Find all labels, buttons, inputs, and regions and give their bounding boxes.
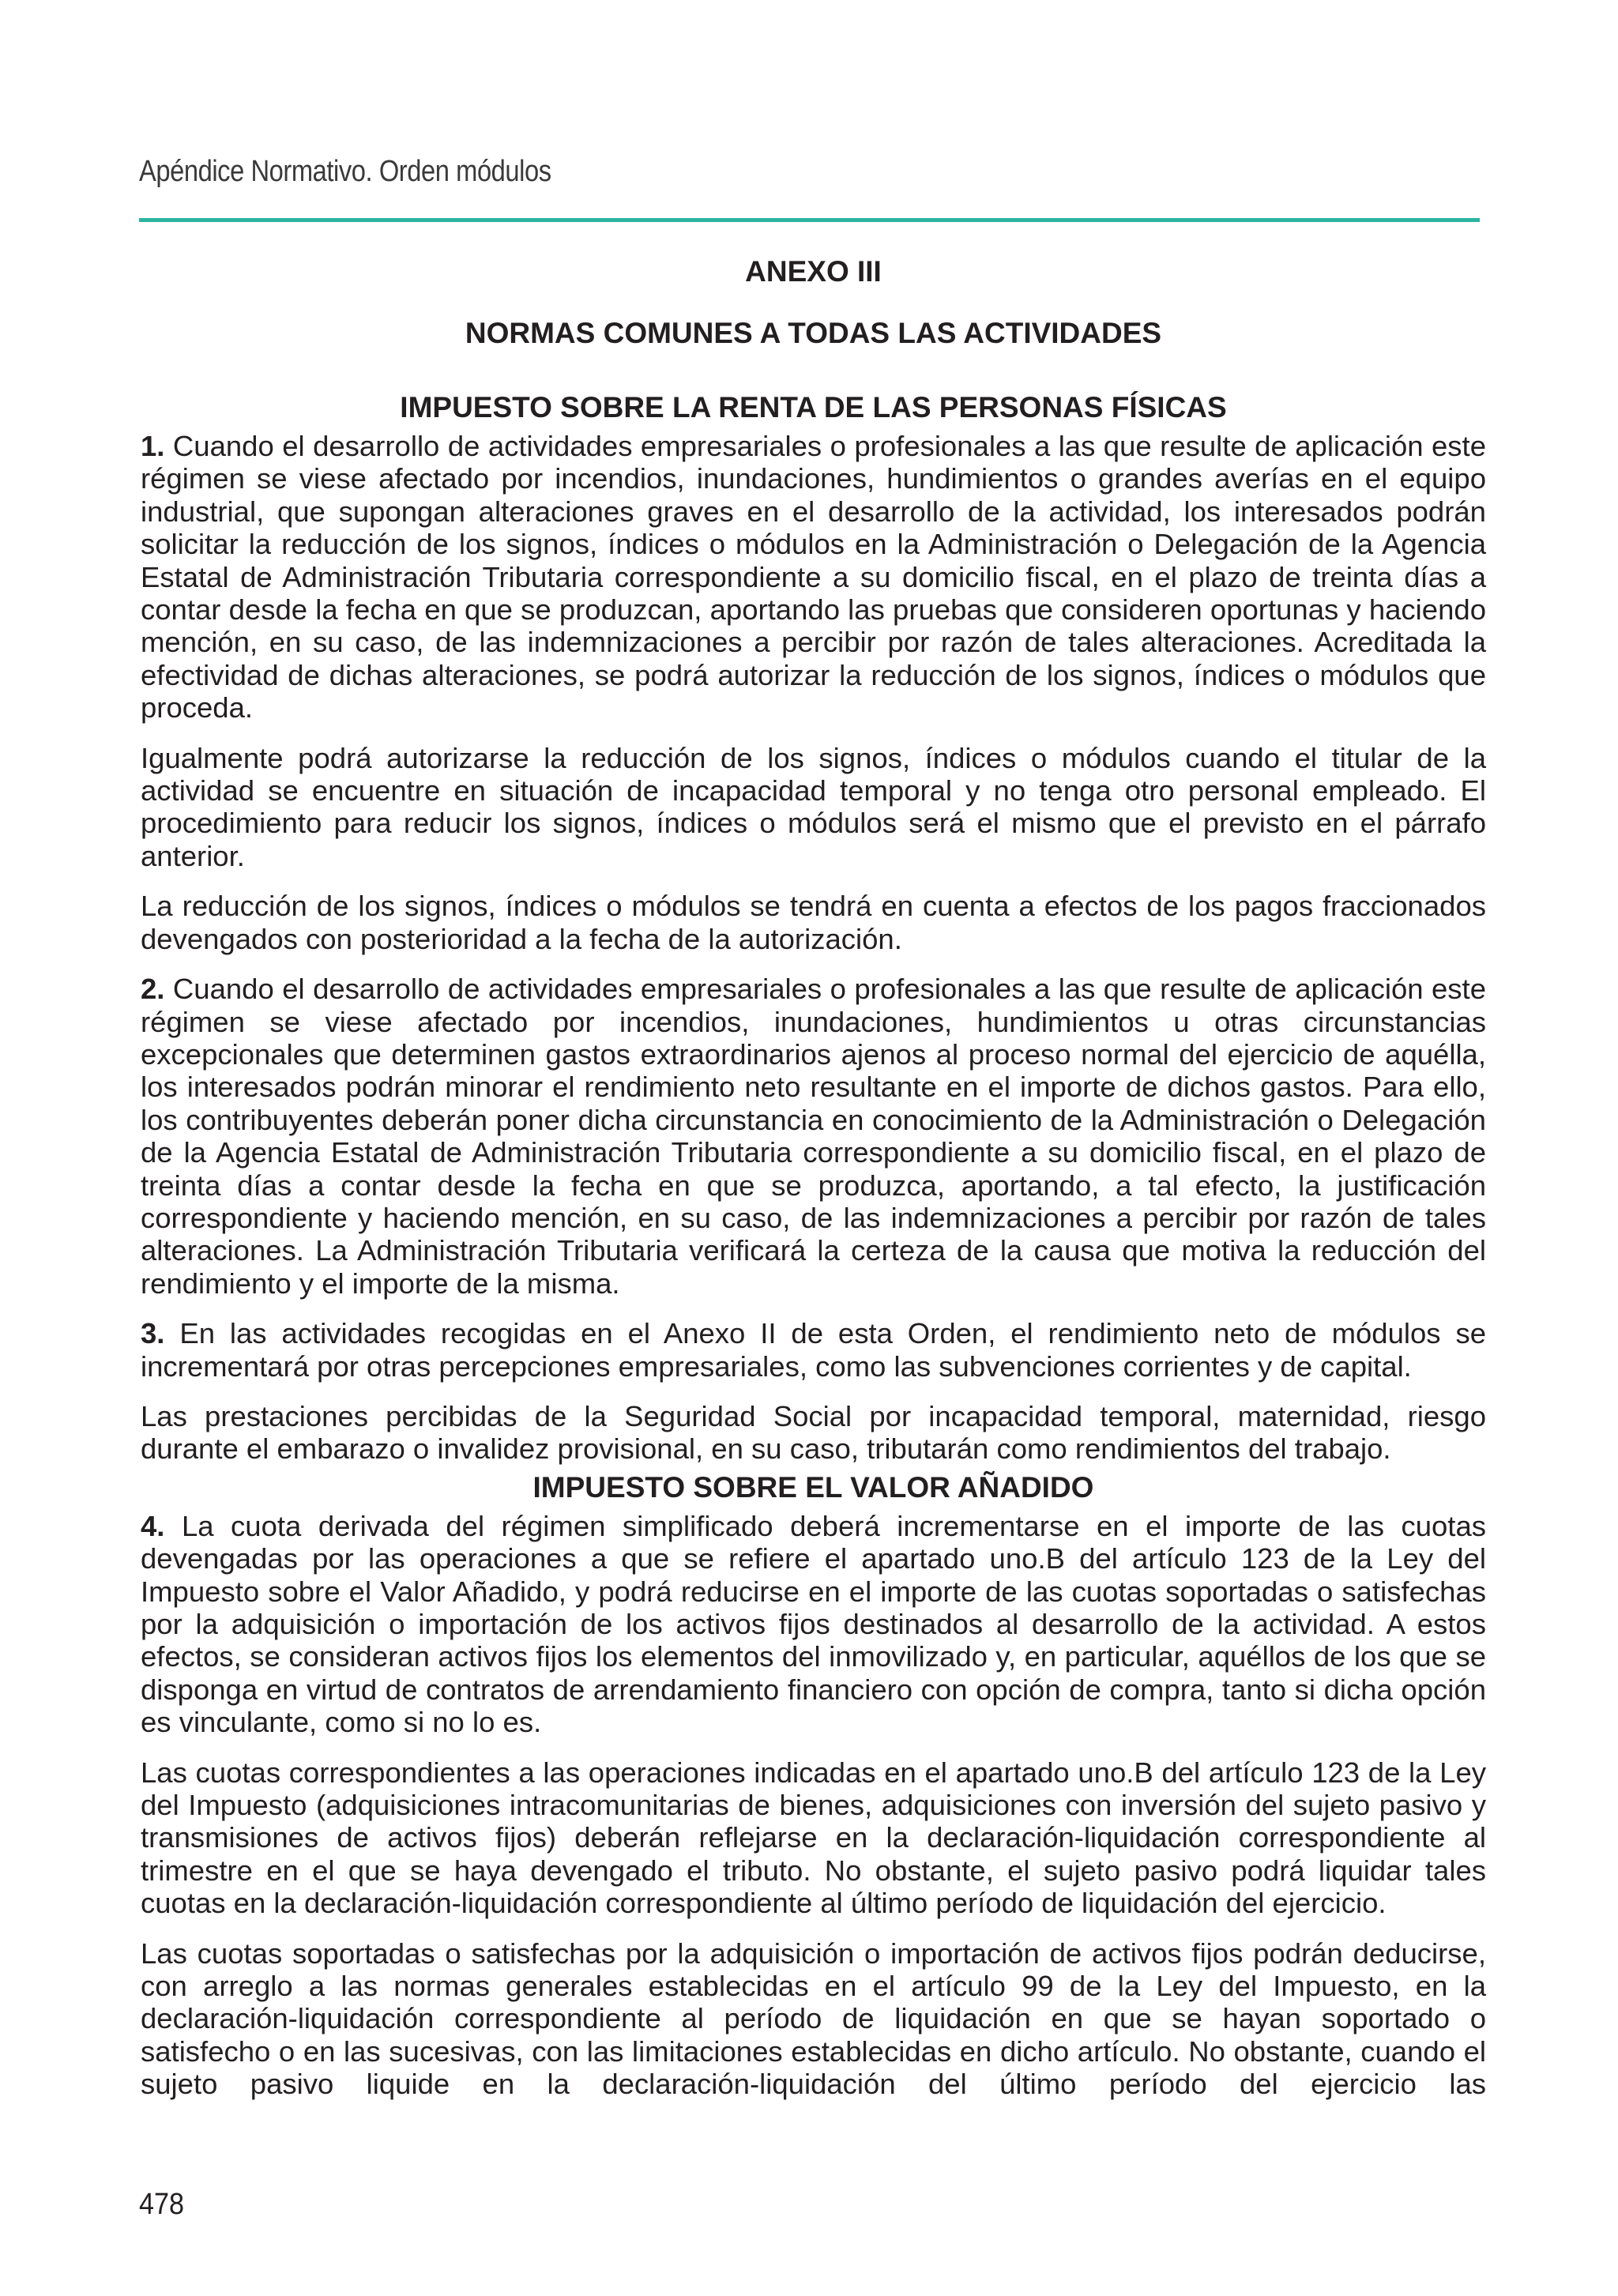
irpf-heading: IMPUESTO SOBRE LA RENTA DE LAS PERSONAS FÍSICAS bbox=[400, 391, 1227, 423]
paragraph-text: Las cuotas correspondientes a las operaciones indicadas en el apartado uno.B del artículo 123 de la Ley del Impuesto (adquisiciones intracomunitarias de bienes, adquisiciones con inversión del sujeto pasivo y transmisiones de activos fijos) deberán reflejarse en la declaración-liquidación correspondiente al trimestre en el que se haya devengado el tributo. No obstante, el sujeto pasivo podrá liquidar tales cuotas en la declaración-liquidación correspondiente al último período de liquidación del ejercicio. bbox=[141, 1756, 1486, 1920]
paragraph-text: La reducción de los signos, índices o módulos se tendrá en cuenta a efectos de los pagos fraccionados devengados con posterioridad a la fecha de la autorización. bbox=[141, 890, 1486, 955]
running-header: Apéndice Normativo. Orden módulos bbox=[139, 155, 551, 188]
document-body bbox=[141, 254, 1486, 2118]
paragraph-text: Las cuotas soportadas o satisfechas por la adquisición o importación de activos fijos podrán deducirse, con arreglo a las normas generales establecidas en el artículo 99 de la Ley del Impuesto, en la declaración-liquidación correspondiente al período de liquidación en que se hayan soportado o satisfecho o en las sucesivas, con las limitaciones establecidas en dicho artículo. No obstante, cuando el sujeto pasivo liquide en la declaración-liquidación del último período del ejercicio las bbox=[141, 1937, 1486, 2101]
paragraph-1b bbox=[141, 742, 1486, 873]
annex-heading: ANEXO III bbox=[745, 255, 882, 288]
paragraph-text: Las prestaciones percibidas de la Seguridad Social por incapacidad temporal, maternidad, riesgo durante el embarazo o invalidez provisional, en su caso, tributarán como rendimientos del trabajo. bbox=[141, 1399, 1486, 1466]
iva-heading: IMPUESTO SOBRE EL VALOR AÑADIDO bbox=[532, 1470, 1094, 1504]
paragraph-number: 3. bbox=[141, 1317, 165, 1350]
paragraph-2 bbox=[141, 973, 1486, 1300]
paragraph-number: 2. bbox=[141, 973, 165, 1006]
paragraph-1c bbox=[141, 890, 1486, 955]
paragraph-4c bbox=[141, 1937, 1486, 2101]
paragraph-3 bbox=[141, 1317, 1486, 1383]
paragraph-text: La cuota derivada del régimen simplificado deberá incrementarse en el importe de las cuotas devengadas por las operaciones a que se refiere el apartado uno.B del artículo 123 de la Ley del Impuesto sobre el Valor Añadido, y podrá reducirse en el importe de las cuotas soportadas o satisfechas por la adquisición o importación de los activos fijos destinados al desarrollo de la actividad. A estos efectos, se consideran activos fijos los elementos del inmovilizado y, en particular, aquéllos de los que se disponga en virtud de contratos de arrendamiento financiero con opción de compra, tanto si dicha opción es vinculante, como si no lo es. bbox=[141, 1509, 1486, 1739]
paragraph-text: Cuando el desarrollo de actividades empresariales o profesionales a las que resulte de aplicación este régimen se viese afectado por incendios, inundaciones, hundimientos u otras circunstancias excepcionales que determinen gastos extraordinarios ajenos al proceso normal del ejercicio de aquélla, los interesados podrán minorar el rendimiento neto resultante en el importe de dichos gastos. Para ello, los contribuyentes deberán poner dicha circunstancia en conocimiento de la Administración o Delegación de la Agencia Estatal de Administración Tributaria correspondiente a su domicilio fiscal, en el plazo de treinta días a contar desde la fecha en que se produzca, aportando, a tal efecto, la justificación correspondiente y haciendo mención, en su caso, de las indemnizaciones a percibir por razón de tales alteraciones. La Administración Tributaria verificará la certeza de la causa que motiva la reducción del rendimiento y el importe de la misma. bbox=[141, 973, 1486, 1300]
section-title: NORMAS COMUNES A TODAS LAS ACTIVIDADES bbox=[465, 317, 1162, 349]
page-number: 478 bbox=[139, 2188, 185, 2221]
paragraph-4b bbox=[141, 1756, 1486, 1920]
paragraph-text: En las actividades recogidas en el Anexo II de esta Orden, el rendimiento neto de módulos se incrementará por otras percepciones empresariales, como las subvenciones corrientes y de capital. bbox=[141, 1317, 1486, 1383]
paragraph-text: Cuando el desarrollo de actividades empresariales o profesionales a las que resulte de aplicación este régimen se viese afectado por incendios, inundaciones, hundimientos o grandes averías en el equipo industrial, que supongan alteraciones graves en el desarrollo de la actividad, los interesados podrán solicitar la reducción de los signos, índices o módulos en la Administración o Delegación de la Agencia Estatal de Administración Tributaria correspondiente a su domicilio fiscal, en el plazo de treinta días a contar desde la fecha en que se produzcan, aportando las pruebas que consideren oportunas y haciendo mención, en su caso, de las indemnizaciones a percibir por razón de tales alteraciones. Acreditada la efectividad de dichas alteraciones, se podrá autorizar la reducción de los signos, índices o módulos que proceda. bbox=[141, 430, 1486, 725]
paragraph-number: 4. bbox=[141, 1509, 165, 1542]
paragraph-text: Igualmente podrá autorizarse la reducción de los signos, índices o módulos cuando el titular de la actividad se encuentre en situación de incapacidad temporal y no tenga otro personal empleado. El procedimiento para reducir los signos, índices o módulos será el mismo que el previsto en el párrafo anterior. bbox=[141, 741, 1486, 872]
paragraph-number: 1. bbox=[141, 430, 165, 462]
paragraph-3b bbox=[141, 1400, 1486, 1466]
paragraph-1 bbox=[141, 430, 1486, 725]
paragraph-4 bbox=[141, 1510, 1486, 1739]
header-divider bbox=[139, 218, 1480, 222]
